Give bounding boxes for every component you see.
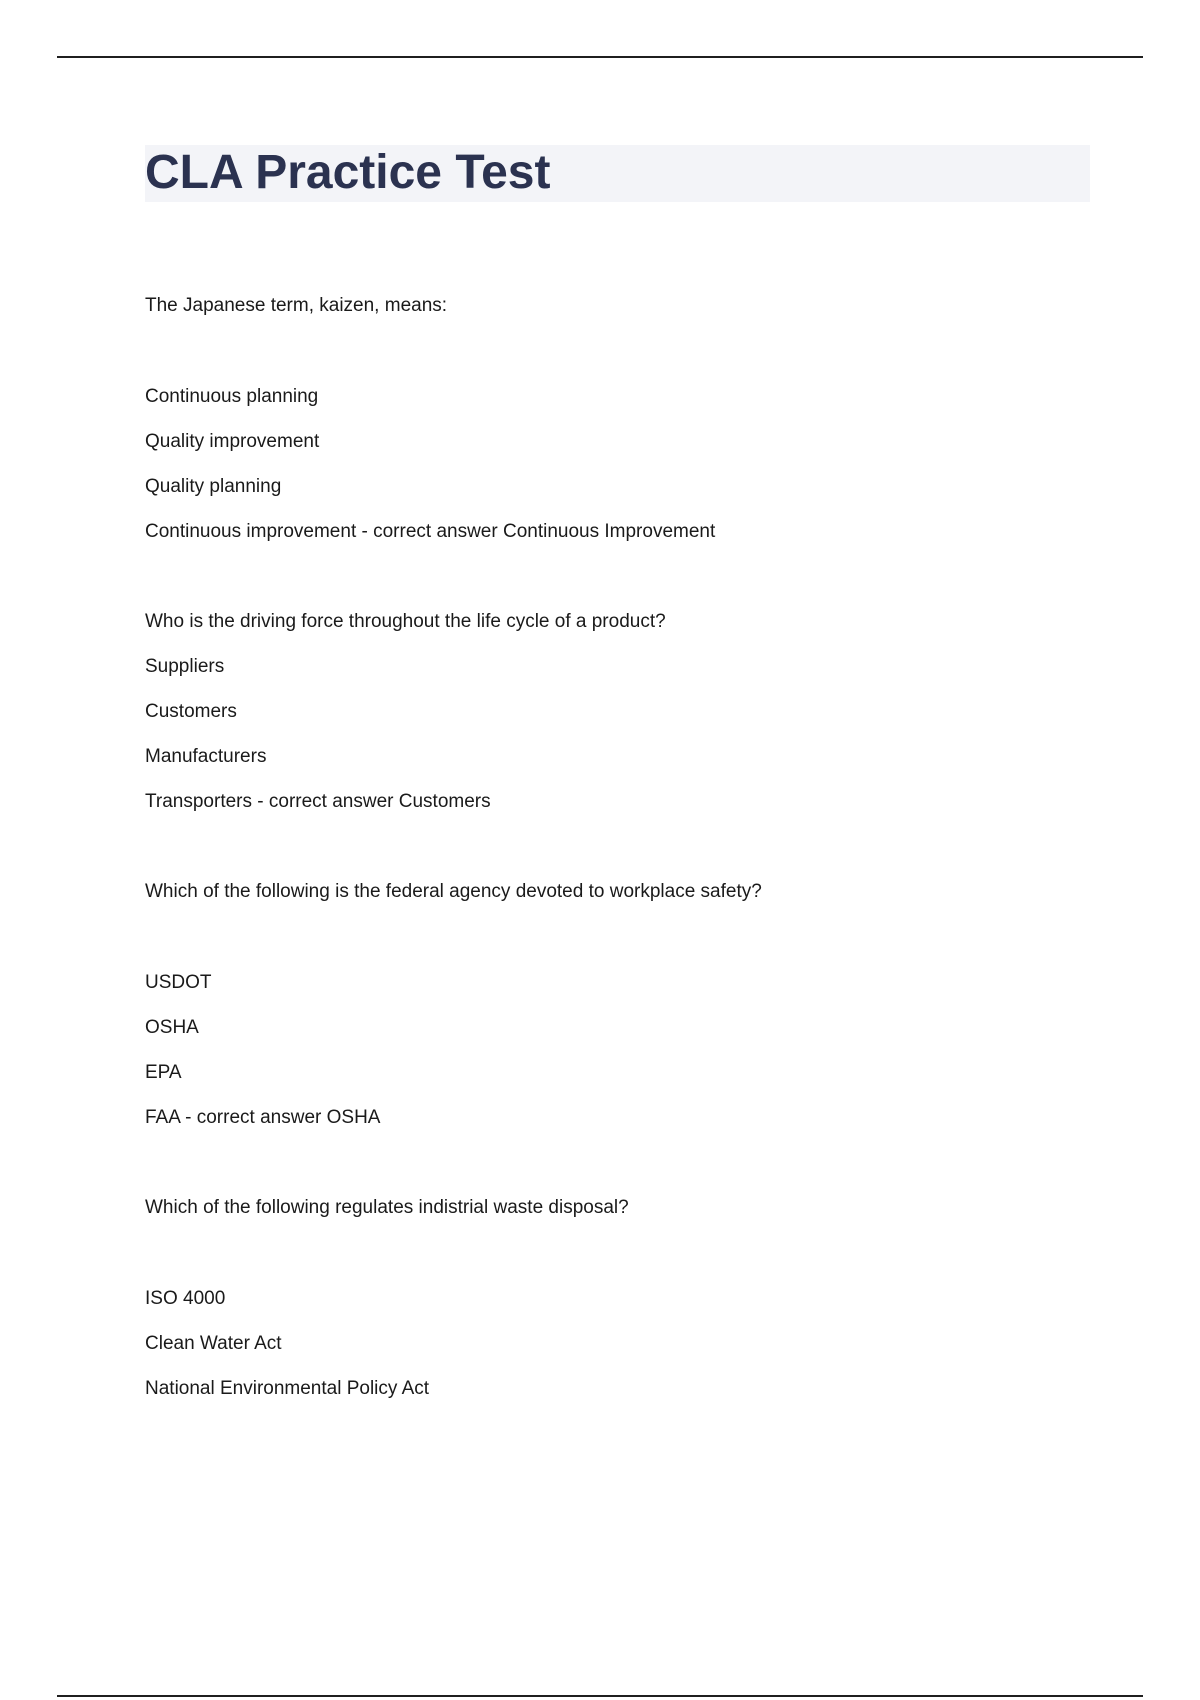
question-1 (145, 292, 1090, 546)
question-2-option-1: Suppliers (145, 656, 225, 677)
question-1-option-1: Continuous planning (145, 386, 319, 407)
question-3-option-1: USDOT (145, 972, 212, 993)
question-4-option-2: Clean Water Act (145, 1333, 282, 1354)
question-4 (145, 1194, 1090, 1403)
question-1-option-3: Quality planning (145, 476, 282, 497)
question-2-option-3: Manufacturers (145, 746, 267, 767)
question-4-option-3: National Environmental Policy Act (145, 1378, 430, 1399)
question-2-text: Who is the driving force throughout the life cycle of a product? (145, 611, 666, 632)
top-rule (57, 56, 1143, 58)
question-4-option-1: ISO 4000 (145, 1288, 226, 1309)
question-1-option-4: Continuous improvement - correct answer Continuous Improvement (145, 521, 716, 542)
question-2-option-2: Customers (145, 701, 237, 722)
question-4-text: Which of the following regulates indistrial waste disposal? (145, 1197, 629, 1218)
bottom-rule (57, 1695, 1143, 1697)
page-title: CLA Practice Test (145, 146, 551, 199)
question-3-text: Which of the following is the federal agency devoted to workplace safety? (145, 881, 762, 902)
question-3-option-3: EPA (145, 1062, 182, 1083)
question-list (145, 292, 1090, 1420)
question-2-option-4: Transporters - correct answer Customers (145, 791, 491, 812)
question-2 (145, 608, 1090, 816)
question-3 (145, 878, 1090, 1132)
question-3-option-2: OSHA (145, 1017, 199, 1038)
question-3-option-4: FAA - correct answer OSHA (145, 1107, 381, 1128)
question-1-option-2: Quality improvement (145, 431, 320, 452)
question-1-text: The Japanese term, kaizen, means: (145, 295, 448, 316)
